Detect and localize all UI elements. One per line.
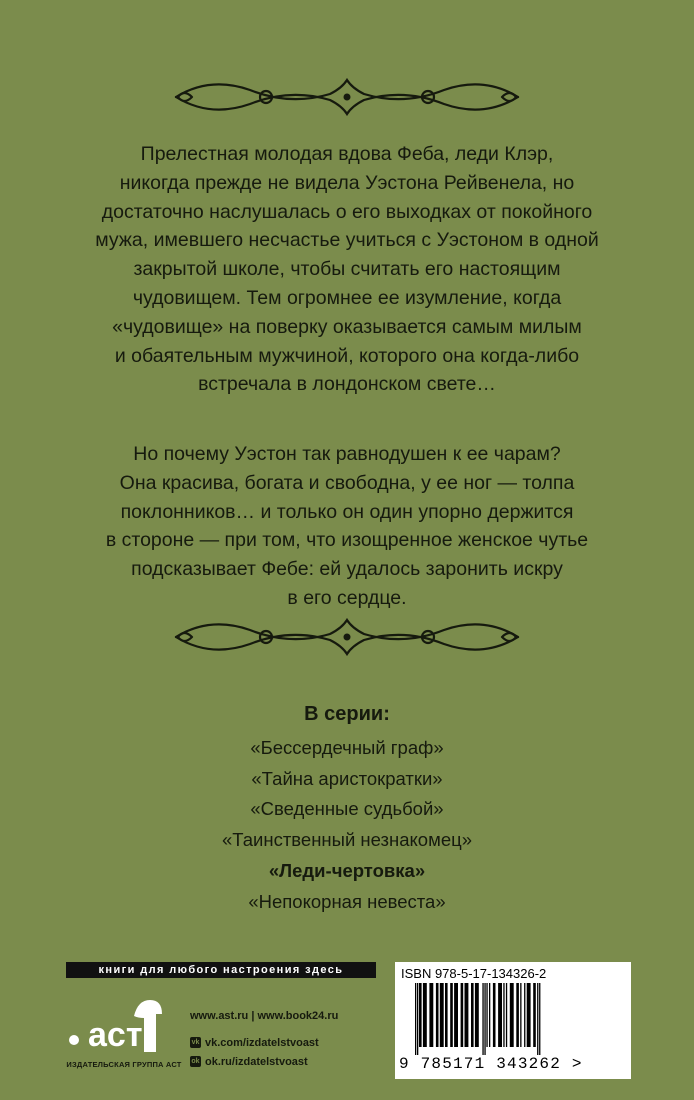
isbn-label: ISBN 978-5-17-134326-2 — [401, 966, 547, 981]
text-line: в его сердце. — [287, 586, 407, 609]
text-line: Она красива, богата и свободна, у ее ног — толпа — [119, 471, 575, 494]
text-line: подсказывает Фебе: ей удалось заронить искру — [131, 558, 563, 581]
publisher-tagline: книги для любого настроения здесь — [66, 962, 376, 978]
ast-logo-icon — [64, 986, 184, 1058]
publisher-logo — [64, 986, 184, 1080]
series-item: «Тайна аристократки» — [251, 767, 443, 789]
social-link-text: vk.com/izdatelstvoast — [205, 1036, 319, 1049]
social-link-ok[interactable] — [190, 1054, 319, 1069]
barcode-panel — [395, 962, 631, 1079]
description-paragraph-2 — [60, 440, 634, 613]
description-paragraph-1 — [60, 140, 634, 399]
text-line: Но почему Уэстон так равнодушен к ее чарам? — [133, 443, 561, 465]
vk-icon: vk — [191, 1039, 200, 1046]
text-line: никогда прежде не видела Уэстона Рейвенела, но — [119, 171, 575, 194]
text-line: Прелестная молодая вдова Феба, леди Клэр, — [140, 143, 554, 165]
barcode-digits: 9 785171 343262 > — [399, 1055, 583, 1073]
social-link-text: ok.ru/izdatelstvoast — [205, 1055, 308, 1068]
logo-lettering: аст — [88, 1016, 143, 1054]
publisher-caption: ИЗДАТЕЛЬСКАЯ ГРУППА АСТ — [66, 1060, 182, 1069]
series-item: «Непокорная невеста» — [248, 890, 446, 912]
barcode-icon — [401, 983, 625, 1055]
series-list — [0, 733, 694, 917]
social-link-vk[interactable] — [190, 1035, 319, 1050]
text-line: закрытой школе, чтобы считать его настоящим — [133, 258, 561, 281]
text-line: поклонников… и только он один упорно держится — [120, 500, 574, 523]
text-line: встречала в лондонском свете… — [198, 373, 496, 396]
text-line: достаточно наслушалась о его выходках от покойного — [101, 200, 593, 223]
ok-icon: ok — [191, 1058, 200, 1065]
text-line: чудовищем. Тем огромнее ее изумление, когда — [132, 286, 562, 309]
series-item-current: «Леди-чертовка» — [268, 859, 426, 881]
series-item: «Таинственный незнакомец» — [221, 829, 472, 851]
social-links — [190, 1035, 319, 1073]
websites-link[interactable]: www.ast.ru | www.book24.ru — [190, 1010, 339, 1022]
series-title: В серии: — [304, 703, 390, 725]
text-line: в стороне — при том, что изощренное женское чутье — [105, 529, 589, 552]
text-line: мужа, имевшего несчастье учиться с Уэстоном в одной — [95, 229, 599, 252]
text-line: и обаятельным мужчиной, которого она когда-либо — [114, 344, 580, 367]
text-line: «чудовище» на поверку оказывается самым милым — [112, 315, 582, 338]
scroll-ornament-icon — [170, 612, 524, 662]
series-item: «Сведенные судьбой» — [250, 798, 444, 820]
scroll-ornament-icon — [170, 72, 524, 122]
ornament-top — [170, 72, 524, 122]
series-item: «Бессердечный граф» — [250, 737, 444, 758]
ornament-bottom — [170, 612, 524, 662]
